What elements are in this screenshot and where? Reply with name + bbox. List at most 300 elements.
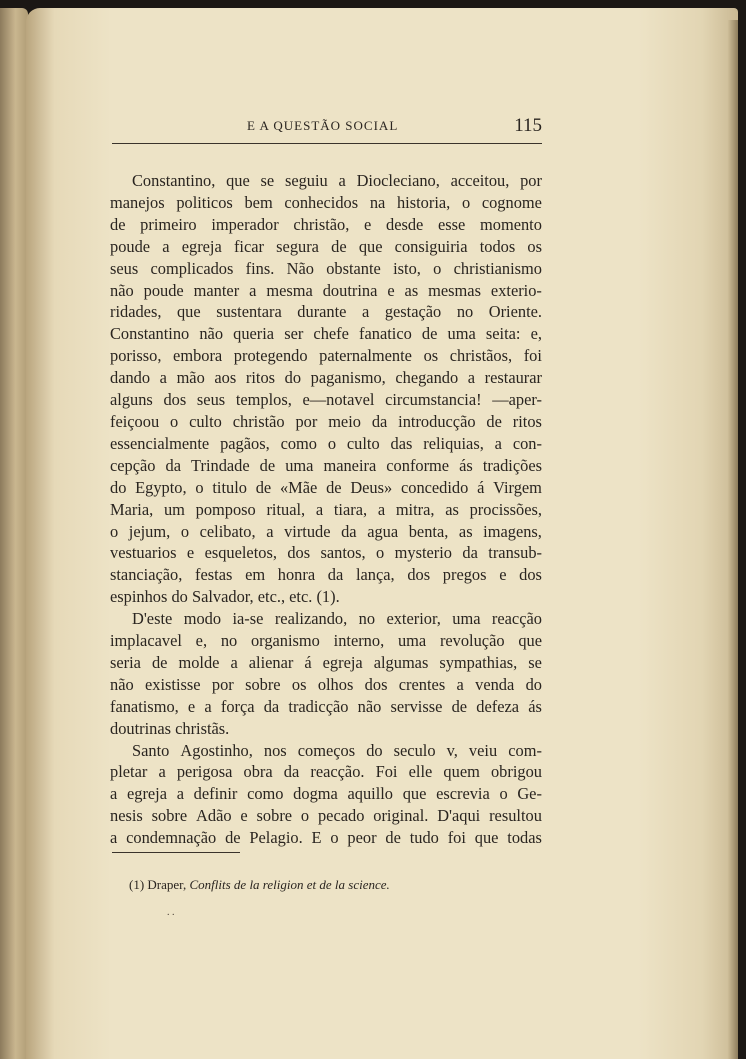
footnote (129, 877, 390, 893)
text-line (110, 630, 542, 652)
word: ritos (512, 411, 542, 431)
word: Não (286, 258, 314, 278)
word: a (467, 368, 476, 388)
word: o (376, 543, 385, 563)
word: ritos (245, 368, 276, 388)
word: festas (195, 565, 233, 585)
word: da (263, 696, 280, 716)
word: ia-se (232, 609, 264, 629)
word: as (458, 521, 473, 541)
word: existisse (145, 674, 201, 694)
word: —aper- (492, 390, 542, 410)
text-line (110, 280, 542, 302)
word: a (338, 171, 346, 190)
word: sobre (151, 806, 188, 826)
word: titulo (212, 477, 247, 497)
word: complicados (150, 258, 234, 278)
text-line (110, 170, 542, 192)
footnote-title: Conflits de la religion et de la science. (189, 877, 390, 892)
body-text (110, 170, 542, 849)
word: nesis (110, 806, 143, 826)
word: como (247, 784, 284, 804)
running-head (112, 115, 542, 139)
word: Pelagio. (249, 828, 303, 848)
word: que (402, 784, 427, 804)
word: ficar (233, 236, 264, 256)
word: pecado (317, 806, 365, 826)
word: os (527, 236, 542, 256)
word: o (170, 411, 179, 431)
word: tradicção (288, 696, 349, 716)
word: de (326, 477, 342, 497)
word: de (225, 828, 241, 848)
word: con- (512, 433, 542, 453)
word: a (494, 433, 502, 453)
word: desde (386, 214, 424, 234)
word: que (226, 171, 250, 190)
word: e (187, 696, 196, 716)
word: um (163, 499, 185, 519)
word: como (280, 433, 317, 453)
word: da (341, 521, 357, 541)
text-line (110, 301, 542, 323)
text-line (110, 389, 542, 411)
text-line (110, 696, 542, 718)
word: que (176, 302, 201, 322)
word: cognome (481, 192, 542, 212)
word: seus (110, 258, 139, 278)
word: circumstancia! (385, 390, 482, 410)
word: interno, (333, 631, 385, 651)
word: pagãos, (220, 433, 270, 453)
word: fanatico (359, 324, 412, 344)
word: chefe (313, 324, 349, 344)
header-rule (112, 143, 542, 144)
word: egreja (181, 236, 222, 256)
word: a (162, 236, 170, 256)
word: paganismo, (310, 368, 386, 388)
word: segura (276, 236, 319, 256)
word: agua (367, 521, 399, 541)
word: v, (446, 740, 458, 760)
word: no (220, 631, 238, 651)
word: escrevia (436, 784, 490, 804)
text-line: espinhos do Salvador, etc., etc. (1). (110, 587, 340, 607)
word: resultou (489, 806, 542, 826)
word: Deus» (350, 477, 393, 497)
word: veiu (468, 740, 498, 760)
word: da (283, 762, 300, 782)
word: culto (346, 433, 380, 453)
word: momento (480, 214, 542, 234)
word: foi (447, 828, 466, 848)
word: Diocleciano, (356, 171, 440, 190)
word: exterio- (490, 280, 542, 300)
word: organismo (250, 631, 320, 651)
word: servisse (390, 696, 443, 716)
footnote-marker: (1) (129, 877, 145, 892)
word: transub- (488, 543, 542, 563)
word: uma (447, 324, 476, 344)
word: honra (277, 565, 316, 585)
word: pomposo (195, 499, 256, 519)
word: maneira (323, 455, 377, 475)
word: crentes (398, 674, 446, 694)
word: e, (195, 631, 208, 651)
word: pregos (442, 565, 487, 585)
word: durante (297, 302, 347, 322)
word: que (358, 236, 383, 256)
word: restaurar (484, 368, 542, 388)
word: Oriente. (488, 302, 542, 322)
page-number: 115 (514, 115, 542, 136)
word: christianismo (453, 258, 542, 278)
word: de (331, 236, 347, 256)
word: olhos (317, 674, 354, 694)
word: nos (263, 740, 287, 760)
word: do (366, 740, 383, 760)
word: condemnação (126, 828, 217, 848)
word: o (195, 477, 204, 497)
word: a (159, 368, 167, 388)
word: realizando, (274, 609, 348, 629)
word: quem (443, 762, 480, 782)
word: seculo (393, 740, 436, 760)
word: D'aqui (437, 806, 481, 826)
word: a (110, 828, 118, 848)
text-line (110, 805, 542, 827)
word: historia, (396, 192, 451, 212)
word: christão (232, 411, 285, 431)
word: meio (328, 411, 361, 431)
word: a (456, 674, 464, 694)
word: imperador (211, 214, 279, 234)
word: não (199, 324, 224, 344)
word: obstante (326, 258, 381, 278)
word: modo (183, 609, 222, 629)
word: E (311, 828, 322, 848)
word: algumas (373, 652, 429, 672)
word: esqueletos, (204, 543, 277, 563)
text-line (110, 542, 542, 564)
word: de (421, 324, 438, 344)
word: primeiro (140, 214, 197, 234)
word: queria (233, 324, 275, 344)
word: porisso, (110, 346, 162, 366)
word: força (220, 696, 255, 716)
word: seguiu (284, 171, 328, 190)
word: reliquias, (423, 433, 484, 453)
word: ás (459, 455, 473, 475)
text-line (110, 455, 542, 477)
word: Maria, (110, 499, 154, 519)
word: a (230, 652, 238, 672)
word: tudo (409, 828, 439, 848)
word: o (180, 521, 190, 541)
word: pletar (110, 762, 148, 782)
word: concedido (400, 477, 469, 497)
word: a (249, 280, 257, 300)
word: por (211, 674, 234, 694)
word: dos (364, 674, 388, 694)
word: D'este (132, 609, 173, 629)
word: os (291, 674, 307, 694)
text-line (110, 477, 542, 499)
word: do (110, 477, 127, 497)
text-line (110, 608, 542, 630)
word: paternalmente (319, 346, 412, 366)
word: chegando (395, 368, 459, 388)
word: alienar (248, 652, 294, 672)
word: a (377, 499, 386, 519)
text-line (110, 411, 542, 433)
word: fanatismo, (110, 696, 179, 716)
word: e (240, 806, 248, 826)
word: Virgem (493, 477, 542, 497)
word: elle (408, 762, 433, 782)
word: o (461, 192, 471, 212)
word: seus (196, 390, 226, 410)
word: defeza (476, 696, 520, 716)
word: imagens, (483, 521, 542, 541)
word: exterior, (386, 609, 441, 629)
word: venda (475, 674, 515, 694)
word: e (364, 214, 372, 234)
word: da (327, 565, 344, 585)
word: o (327, 433, 337, 453)
word: todos (479, 236, 516, 256)
word: christãos, (449, 346, 513, 366)
word: Foi (375, 762, 398, 782)
word: sobre (256, 806, 293, 826)
word: peor (347, 828, 377, 848)
word: manejos (110, 192, 165, 212)
word: molde (178, 652, 220, 672)
word: em (245, 565, 266, 585)
word: obra (243, 762, 273, 782)
word: esse (438, 214, 466, 234)
word: não (110, 674, 134, 694)
word: que (518, 631, 542, 651)
word: á (477, 477, 485, 497)
word: de (259, 455, 276, 475)
word: no (358, 609, 376, 629)
word: a (362, 302, 370, 322)
word: alguns (110, 390, 153, 410)
text-line (110, 521, 542, 543)
text-line (110, 236, 542, 258)
word: Trindade (191, 455, 250, 475)
word: implacavel (110, 631, 182, 651)
word: ridades, (110, 302, 162, 322)
text-line (110, 258, 542, 280)
word: perigosa (176, 762, 233, 782)
word: do (525, 674, 542, 694)
footnote-author: Draper, (147, 877, 187, 892)
text-line (110, 783, 542, 805)
word: politicos (176, 192, 233, 212)
word: aos (214, 368, 237, 388)
word: doutrina (322, 280, 378, 300)
word: essencialmente (110, 433, 210, 453)
word: mesma (266, 280, 313, 300)
word: Ge- (517, 784, 542, 804)
word: não (357, 696, 382, 716)
word: seria (110, 652, 141, 672)
word: acceitou, (450, 171, 510, 190)
word: seita: (485, 324, 521, 344)
word: Constantino, (132, 171, 216, 190)
word: os (423, 346, 439, 366)
word: uma (285, 455, 314, 475)
word: foi (523, 346, 542, 366)
word: a (110, 784, 118, 804)
word: mysterio (394, 543, 452, 563)
word: por (520, 171, 542, 190)
word: «Mãe (279, 477, 318, 497)
word: e—notavel (302, 390, 375, 410)
word: virtude (284, 521, 331, 541)
word: o (433, 258, 442, 278)
word: a (176, 784, 184, 804)
word: culto (189, 411, 222, 431)
word: ritual, (266, 499, 306, 519)
text-line (110, 740, 542, 762)
word: de (110, 214, 126, 234)
text-line (110, 564, 542, 586)
word: christão, (293, 214, 350, 234)
word: ser (284, 324, 304, 344)
word: procissões, (469, 499, 542, 519)
word: original. (373, 806, 429, 826)
word: mitra, (395, 499, 435, 519)
word: reacção. (310, 762, 365, 782)
word: embora (173, 346, 223, 366)
word: Santo (132, 740, 170, 760)
word: a (315, 499, 324, 519)
word: á (304, 652, 312, 672)
word: revolução (439, 631, 505, 651)
word: o (300, 806, 310, 826)
word: de (255, 477, 272, 497)
text-line: doutrinas christãs. (110, 718, 230, 738)
text-line (110, 192, 542, 214)
page-marks: . . (167, 907, 175, 918)
word: aquillo (347, 784, 394, 804)
word: poude (143, 280, 184, 300)
word: bem (244, 192, 273, 212)
word: lança, (355, 565, 395, 585)
word: o (110, 521, 119, 541)
word: feiçoou (110, 411, 160, 431)
word: uma (397, 631, 427, 651)
word: no (456, 302, 474, 322)
word: isto, (393, 258, 421, 278)
word: fins. (245, 258, 275, 278)
word: obrigou (490, 762, 542, 782)
word: todas (507, 828, 542, 848)
text-line (110, 827, 542, 849)
word: se (260, 171, 275, 190)
word: as (445, 499, 459, 519)
word: e (387, 280, 395, 300)
word: consiguiria (394, 236, 468, 256)
running-title: E A QUESTÃO SOCIAL (247, 118, 399, 133)
word: do (284, 368, 302, 388)
word: mesmas (428, 280, 481, 300)
word: começos (297, 740, 356, 760)
word: conhecidos (284, 192, 359, 212)
word: Adão (196, 806, 232, 826)
word: a (158, 762, 166, 782)
word: sympathias, (439, 652, 518, 672)
word: Agostinho, (180, 740, 253, 760)
word: não (110, 280, 134, 300)
word: de (151, 652, 168, 672)
page-stack-edge (728, 20, 738, 1059)
word: Egypto, (135, 477, 187, 497)
word: e, (530, 324, 542, 344)
word: protegendo (233, 346, 308, 366)
footnote-rule (112, 852, 240, 853)
word: egreja (126, 784, 168, 804)
word: dos (519, 565, 542, 585)
text-line (110, 323, 542, 345)
word: dos (407, 565, 431, 585)
word: manter (193, 280, 240, 300)
word: dos (287, 543, 311, 563)
word: da (462, 543, 478, 563)
word: e (186, 543, 195, 563)
word: sustentara (216, 302, 282, 322)
word: a (204, 696, 212, 716)
word: introducção (398, 411, 476, 431)
word: mão (176, 368, 205, 388)
word: uma (452, 609, 481, 629)
word: tradições (482, 455, 542, 475)
text-line (110, 674, 542, 696)
word: celibato, (199, 521, 256, 541)
word: da (371, 411, 388, 431)
word: conforme (386, 455, 450, 475)
word: sobre (245, 674, 281, 694)
word: templos, (235, 390, 292, 410)
word: definir (193, 784, 238, 804)
word: benta, (408, 521, 449, 541)
word: de (385, 828, 401, 848)
word: dogma (293, 784, 338, 804)
word: por (295, 411, 318, 431)
word: de (451, 696, 468, 716)
word: com- (508, 740, 542, 760)
word: das (390, 433, 413, 453)
word: que (474, 828, 499, 848)
adjacent-page-edge (0, 8, 28, 1059)
text-line (110, 652, 542, 674)
word: de (486, 411, 502, 431)
word: se (528, 652, 542, 672)
word: na (369, 192, 386, 212)
word: cepção (110, 455, 156, 475)
word: ás (528, 696, 542, 716)
word: da (165, 455, 182, 475)
word: e (499, 565, 507, 585)
word: a (266, 521, 274, 541)
word: o (499, 784, 508, 804)
word: stanciação, (110, 565, 183, 585)
word: tiara, (333, 499, 368, 519)
word: Constantino (110, 324, 190, 344)
